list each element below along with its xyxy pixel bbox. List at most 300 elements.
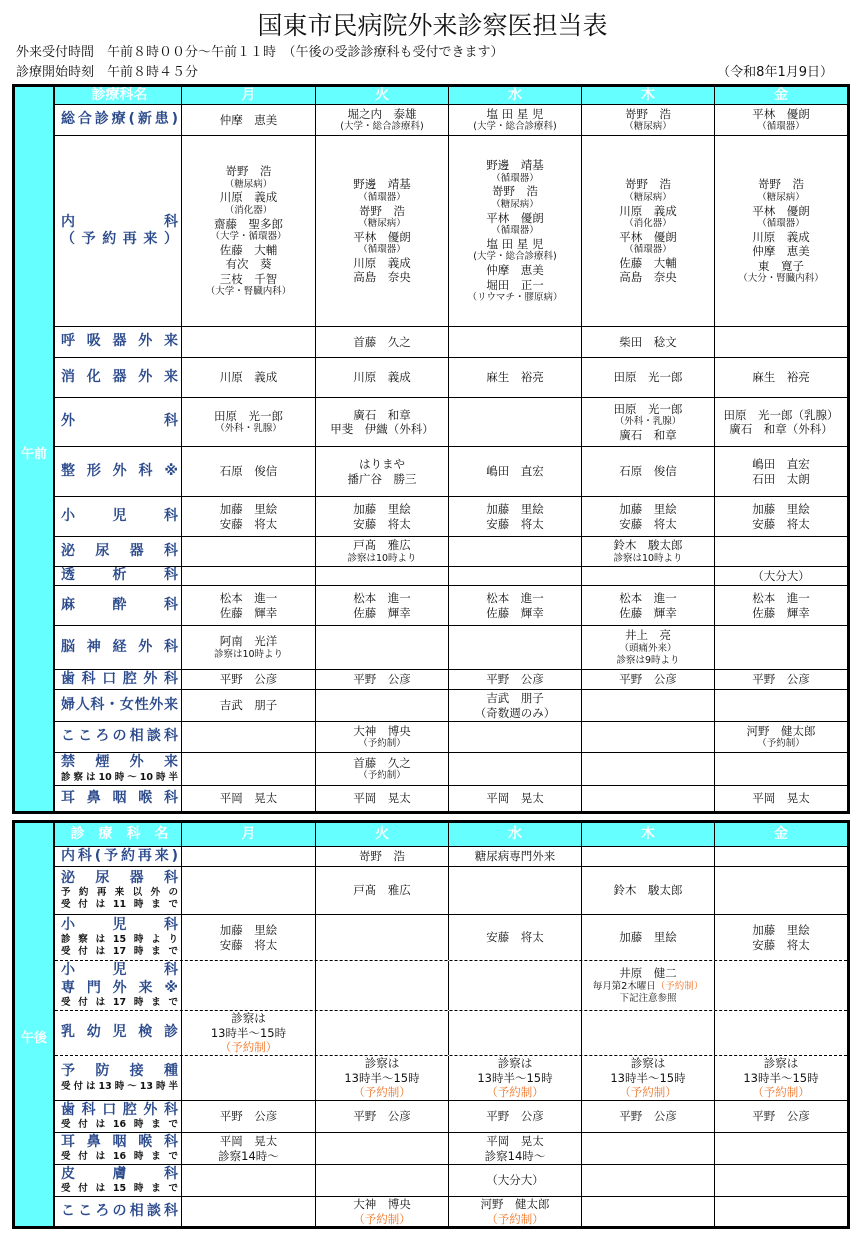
afternoon-label: 午後 <box>20 1031 47 1046</box>
table-row <box>55 785 847 811</box>
doctor-cell <box>181 327 315 357</box>
header-day: 水 <box>448 87 581 104</box>
doctor-cell <box>448 1101 581 1132</box>
doctor-name: 13時半～15時 <box>610 1070 686 1085</box>
doctor-cell <box>315 136 448 326</box>
dept-name: 乳幼児検診 <box>61 1024 178 1041</box>
doctor-name: 安藤 将太 <box>219 937 278 952</box>
dept-name: 泌 尿 器 科 <box>61 869 178 886</box>
dept-name-cell <box>55 690 181 721</box>
reservation-note: （予約制） <box>353 1211 411 1226</box>
dept-name-cell <box>55 327 181 357</box>
doctor-cell <box>448 915 581 960</box>
doctor-cell <box>448 358 581 397</box>
doctor-name: 仲摩 恵美 <box>486 263 544 278</box>
dept-name-cell <box>55 670 181 689</box>
table-row <box>55 1164 847 1196</box>
doctor-cell <box>448 1197 581 1226</box>
doctor-name: 播广谷 勝三 <box>347 471 417 486</box>
doctor-cell <box>315 1011 448 1055</box>
doctor-name: 佐藤 大輔 <box>619 256 677 270</box>
table-row <box>55 135 847 326</box>
doctor-note: （予約制） <box>757 738 805 750</box>
header-dept: 診療科名 <box>91 87 148 103</box>
dept-name: 予 防 接 種 <box>61 1063 178 1080</box>
doctor-name: 廣石 和章（外科） <box>729 422 833 436</box>
doctor-name: 平岡 晃太 <box>486 791 544 806</box>
dept-name-cell <box>55 398 181 446</box>
doctor-cell <box>581 537 714 566</box>
doctor-cell <box>581 327 714 357</box>
doctor-cell <box>448 626 581 669</box>
reservation-note: （予約制） <box>219 1040 278 1055</box>
doctor-name: 川原 義成 <box>219 190 278 205</box>
doctor-cell <box>448 847 581 866</box>
dept-name-cell <box>55 1133 181 1164</box>
page-title: 国東市民病院外来診察医担当表 <box>257 11 608 40</box>
doctor-cell <box>315 722 448 752</box>
table-row <box>55 496 847 536</box>
doctor-cell <box>315 447 448 496</box>
doctor-name: 13時半～15時 <box>210 1025 287 1040</box>
doctor-cell <box>581 626 714 669</box>
doctor-name: 首藤 久之 <box>353 755 411 770</box>
doctor-name: 平林 優朗 <box>752 106 810 121</box>
doctor-cell <box>315 358 448 397</box>
doctor-note: （糖尿病） <box>624 191 672 203</box>
doctor-cell <box>448 105 581 135</box>
dept-name: 麻 酔 科 <box>61 596 178 613</box>
doctor-cell <box>714 867 847 914</box>
doctor-note: 下記注意参照 <box>619 992 677 1004</box>
doctor-cell <box>448 786 581 811</box>
header-dept: 診 療 科 名 <box>70 825 169 842</box>
doctor-cell <box>181 105 315 135</box>
doctor-cell <box>714 447 847 496</box>
table-row <box>55 669 847 689</box>
doctor-note: （循環器） <box>757 121 805 133</box>
doctor-name: 平野 公彦 <box>752 1109 810 1124</box>
afternoon-schedule-table <box>12 820 850 1229</box>
doctor-cell <box>315 753 448 785</box>
doctor-cell <box>448 690 581 721</box>
doctor-cell <box>581 1165 714 1196</box>
doctor-cell <box>714 1165 847 1196</box>
doctor-name: 平野 公彦 <box>619 672 677 687</box>
doctor-name: 松本 進一 <box>219 591 278 606</box>
morning-label: 午前 <box>20 447 47 462</box>
doctor-cell <box>315 1133 448 1164</box>
doctor-name: 13時半～15時 <box>743 1070 819 1085</box>
doctor-cell <box>448 447 581 496</box>
table-row <box>55 585 847 625</box>
doctor-cell <box>714 497 847 536</box>
doctor-name: 平野 公彦 <box>619 1109 677 1124</box>
table-row <box>55 1132 847 1164</box>
header-day: 金 <box>714 823 847 846</box>
doctor-note: 診察は10時より <box>213 648 284 660</box>
doctor-name: 大神 博央 <box>353 723 411 738</box>
table-row <box>55 104 847 135</box>
doctor-note: (大学・総合診療科) <box>473 121 557 133</box>
doctor-note: 診察は10時より <box>347 552 417 564</box>
dept-name: こころの相談科 <box>61 728 178 745</box>
dept-note: 受付は11時まで <box>61 899 178 911</box>
doctor-cell <box>581 753 714 785</box>
doctor-name: 診察は <box>364 1056 400 1071</box>
dept-name: 小 児 科 <box>61 916 178 933</box>
dept-name: 小 児 科 <box>61 507 178 524</box>
doctor-cell <box>181 1133 315 1164</box>
doctor-cell <box>315 327 448 357</box>
doctor-name: 加藤 里絵 <box>353 502 411 517</box>
doctor-name: 診察は <box>231 1011 266 1026</box>
doctor-name: 吉武 朋子 <box>219 698 278 713</box>
doctor-name: 井上 亮 <box>625 628 671 643</box>
doctor-cell <box>181 1011 315 1055</box>
doctor-name: （奇数週のみ） <box>474 705 556 720</box>
start-time: 診療開始時刻 午前８時４５分 <box>16 65 199 80</box>
doctor-cell <box>315 670 448 689</box>
doctor-note: （糖尿病） <box>624 121 672 133</box>
dept-name: 消化器外来 <box>61 368 178 385</box>
doctor-name: 石原 俊信 <box>219 464 278 479</box>
dept-note: 受付は15時まで <box>61 1183 178 1195</box>
doctor-name: 柴田 稔文 <box>619 334 677 349</box>
doctor-name: 嵜野 浩 <box>625 106 671 121</box>
doctor-cell <box>315 105 448 135</box>
doctor-name: 嵜野 浩 <box>225 164 272 179</box>
morning-grid <box>55 87 847 811</box>
doctor-name: 平野 公彦 <box>353 1109 411 1124</box>
doctor-cell <box>581 447 714 496</box>
dept-name-cell <box>55 847 181 866</box>
doctor-cell <box>448 1056 581 1100</box>
dept-note: 診察は10時～10時半 <box>61 771 178 783</box>
doctor-cell <box>181 1056 315 1100</box>
table-row <box>55 566 847 585</box>
doctor-cell <box>181 670 315 689</box>
doctor-cell <box>315 847 448 866</box>
doctor-cell <box>181 447 315 496</box>
doctor-cell <box>714 786 847 811</box>
table-row <box>55 397 847 446</box>
doctor-name: 平岡 晃太 <box>219 791 278 806</box>
doctor-name: 安藤 将太 <box>752 937 810 952</box>
table-row <box>55 914 847 960</box>
reservation-note: （予約制） <box>358 770 406 782</box>
doctor-name: 安藤 将太 <box>619 516 677 531</box>
doctor-cell <box>714 327 847 357</box>
doctor-cell <box>714 567 847 585</box>
doctor-cell <box>714 753 847 785</box>
doctor-name: 糖尿病専門外来 <box>474 849 556 864</box>
doctor-cell <box>714 961 847 1010</box>
dept-note: 受付は17時まで <box>61 997 178 1009</box>
doctor-name: 鈴木 駿太郎 <box>613 538 683 553</box>
doctor-name: 仲摩 恵美 <box>752 244 810 259</box>
doctor-name: 嶋田 直宏 <box>486 464 544 479</box>
doctor-cell <box>581 915 714 960</box>
dept-note: 受付は17時まで <box>61 946 178 958</box>
doctor-name: 鈴木 駿太郎 <box>613 883 683 898</box>
doctor-name: 診察は <box>497 1056 533 1071</box>
dept-name-cell <box>55 567 181 585</box>
doctor-cell <box>315 915 448 960</box>
dept-name-cell <box>55 961 181 1010</box>
doctor-note: （循環器） <box>491 225 539 237</box>
doctor-name: 有次 葵 <box>225 257 272 272</box>
doctor-cell <box>315 961 448 1010</box>
doctor-name: 佐藤 輝幸 <box>219 605 278 620</box>
doctor-name: 松本 進一 <box>619 591 677 606</box>
dept-note: 受付は16時まで <box>61 1151 178 1163</box>
doctor-name: 平野 公彦 <box>353 672 411 687</box>
doctor-name: 阿南 光洋 <box>219 634 278 649</box>
doctor-cell <box>448 398 581 446</box>
doctor-name: 田原 光一郎 <box>613 401 683 416</box>
afternoon-band <box>15 823 55 1226</box>
doctor-note: （循環器） <box>358 191 406 203</box>
doctor-cell <box>714 1056 847 1100</box>
doctor-name: 田原 光一郎（乳腺） <box>723 407 839 422</box>
doctor-cell <box>714 1133 847 1164</box>
doctor-cell <box>581 1197 714 1226</box>
doctor-cell <box>714 136 847 326</box>
doctor-cell <box>315 867 448 914</box>
doctor-name: 塩 田 星 児 <box>486 236 544 251</box>
dept-note: 診察は15時より <box>61 934 178 946</box>
dept-name-cell <box>55 1165 181 1196</box>
doctor-cell <box>315 626 448 669</box>
doctor-cell <box>581 961 714 1010</box>
header-day: 水 <box>448 823 581 846</box>
doctor-name: 平野 公彦 <box>486 672 544 687</box>
doctor-cell <box>315 497 448 536</box>
table-row <box>55 1055 847 1100</box>
doctor-cell <box>714 1101 847 1132</box>
dept-name-cell <box>55 105 181 135</box>
doctor-name: 石原 俊信 <box>619 464 677 479</box>
doctor-cell <box>714 537 847 566</box>
doctor-name: 13時半～15時 <box>344 1070 420 1085</box>
doctor-name: 平岡 晃太 <box>486 1134 544 1149</box>
doctor-name: 田原 光一郎 <box>214 408 283 423</box>
doctor-name: 平林 優朗 <box>752 203 810 218</box>
doctor-note: （循環器） <box>491 172 539 184</box>
doctor-cell <box>448 753 581 785</box>
doctor-cell <box>315 786 448 811</box>
morning-schedule-table <box>12 84 850 814</box>
morning-band <box>15 87 55 811</box>
dept-name-cell <box>55 497 181 536</box>
doctor-name: 高島 奈央 <box>353 270 411 285</box>
reservation-note: （予約制） <box>486 1211 544 1226</box>
doctor-name: 東 寛子 <box>758 258 804 273</box>
header-day: 月 <box>181 823 315 846</box>
table-row <box>55 446 847 496</box>
doctor-name: 平岡 晃太 <box>752 791 810 806</box>
doctor-name: 堀之内 泰雄 <box>347 106 417 121</box>
doctor-name: 甲斐 伊織（外科） <box>330 422 434 436</box>
doctor-cell <box>714 398 847 446</box>
doctor-name: 塩 田 星 児 <box>486 106 544 121</box>
doctor-note: （循環器） <box>358 244 406 256</box>
doctor-cell <box>181 961 315 1010</box>
doctor-name: 河野 健太郎 <box>746 723 816 738</box>
header-day: 金 <box>714 87 847 104</box>
doctor-note: （外科・乳腺） <box>215 423 282 435</box>
dept-note: （予約再来） <box>61 231 178 247</box>
doctor-note: （頭痛外来） <box>619 642 677 654</box>
doctor-cell <box>448 961 581 1010</box>
dept-name-cell <box>55 1101 181 1132</box>
doctor-name: 嶋田 直宏 <box>752 457 810 472</box>
doctor-cell <box>181 847 315 866</box>
schedule-date: （令和8年1月9日） <box>717 65 833 80</box>
doctor-cell <box>448 586 581 625</box>
doctor-note: 診察は10時より <box>613 552 683 564</box>
doctor-cell <box>181 567 315 585</box>
doctor-note: （消化器） <box>624 217 672 229</box>
table-row <box>55 752 847 785</box>
header-row <box>55 87 847 104</box>
doctor-cell <box>581 1101 714 1132</box>
doctor-name: 加藤 里絵 <box>219 923 278 938</box>
dept-name-cell <box>55 786 181 811</box>
doctor-name: （大分大） <box>752 568 810 583</box>
doctor-cell <box>581 1056 714 1100</box>
doctor-name: 松本 進一 <box>752 591 810 606</box>
dept-name-line2: 専門外来※ <box>61 979 178 996</box>
header-row <box>55 823 847 846</box>
table-row <box>55 1010 847 1055</box>
doctor-cell <box>714 670 847 689</box>
doctor-cell <box>181 1165 315 1196</box>
doctor-cell <box>714 105 847 135</box>
doctor-cell <box>315 1056 448 1100</box>
doctor-cell <box>448 1133 581 1164</box>
doctor-note: （糖尿病） <box>757 191 805 203</box>
doctor-name: 佐藤 輝幸 <box>486 605 544 620</box>
doctor-name: 川原 義成 <box>752 229 810 244</box>
doctor-cell <box>581 1133 714 1164</box>
header-day: 木 <box>581 823 714 846</box>
doctor-name: 戸髙 雅広 <box>353 883 411 898</box>
doctor-name: 嵜野 浩 <box>492 184 538 199</box>
doctor-name: 平野 公彦 <box>752 672 810 687</box>
doctor-cell <box>448 670 581 689</box>
doctor-cell <box>315 1197 448 1226</box>
doctor-name: 平野 公彦 <box>486 1109 544 1124</box>
header-day: 火 <box>315 87 448 104</box>
doctor-name: 佐藤 輝幸 <box>619 605 677 620</box>
doctor-cell <box>581 670 714 689</box>
doctor-name: 診察は <box>763 1056 799 1071</box>
doctor-note: （予約制） <box>358 738 406 750</box>
doctor-name: はりまや <box>359 457 405 472</box>
dept-name-cell <box>55 537 181 566</box>
doctor-cell <box>714 690 847 721</box>
table-row <box>55 357 847 397</box>
dept-note: 受付は13時～13時半 <box>61 1080 178 1092</box>
doctor-name: 診察14時～ <box>218 1148 279 1163</box>
doctor-name: 川原 義成 <box>619 203 677 218</box>
doctor-cell <box>448 567 581 585</box>
doctor-cell <box>181 915 315 960</box>
doctor-cell <box>581 722 714 752</box>
header-day: 木 <box>581 87 714 104</box>
doctor-cell <box>448 1011 581 1055</box>
doctor-name: 嵜野 浩 <box>758 177 804 192</box>
doctor-cell <box>181 626 315 669</box>
doctor-name: 嵜野 浩 <box>359 203 405 218</box>
doctor-cell <box>181 497 315 536</box>
table-row <box>55 1100 847 1132</box>
dept-name: 内 科 <box>61 213 178 230</box>
doctor-note: （糖尿病） <box>491 198 539 210</box>
doctor-name: 堀田 正一 <box>486 277 544 292</box>
doctor-name: （大分大） <box>486 1173 544 1188</box>
doctor-note: （リウマチ・膠原病） <box>467 291 563 303</box>
doctor-cell <box>315 567 448 585</box>
doctor-name: 戸髙 雅広 <box>353 538 411 553</box>
doctor-name: 野邊 靖基 <box>486 158 544 173</box>
doctor-name: 平林 優朗 <box>486 210 544 225</box>
doctor-cell <box>581 586 714 625</box>
doctor-name: 診察は <box>630 1056 666 1071</box>
doctor-cell <box>315 1165 448 1196</box>
doctor-cell <box>581 690 714 721</box>
dept-name-cell <box>55 753 181 785</box>
doctor-cell <box>714 358 847 397</box>
doctor-cell <box>181 786 315 811</box>
doctor-cell <box>448 867 581 914</box>
doctor-name: 嵜野 浩 <box>359 849 405 864</box>
dept-name: 呼吸器外来 <box>61 333 178 350</box>
doctor-name: 廣石 和章 <box>619 427 677 442</box>
dept-name: 禁 煙 外 来 <box>61 754 178 771</box>
header-day: 月 <box>181 87 315 104</box>
doctor-name: 平林 優朗 <box>353 229 411 244</box>
header-day: 火 <box>315 823 448 846</box>
dept-name-cell <box>55 447 181 496</box>
doctor-cell <box>581 136 714 326</box>
doctor-cell <box>181 1101 315 1132</box>
doctor-cell <box>581 867 714 914</box>
doctor-cell <box>714 626 847 669</box>
doctor-cell <box>714 722 847 752</box>
doctor-cell <box>181 358 315 397</box>
dept-name: 脳神経外科 <box>61 638 178 655</box>
doctor-name: 吉武 朋子 <box>486 691 544 706</box>
doctor-cell <box>448 327 581 357</box>
table-row <box>55 536 847 566</box>
doctor-name: 加藤 里絵 <box>619 502 677 517</box>
doctor-name: 平野 公彦 <box>219 1109 278 1124</box>
doctor-name: 川原 義成 <box>353 370 411 385</box>
table-row <box>55 960 847 1010</box>
dept-name-cell <box>55 722 181 752</box>
table-row <box>55 625 847 669</box>
doctor-name: 松本 進一 <box>486 591 544 606</box>
doctor-cell <box>714 1197 847 1226</box>
doctor-name: 加藤 里絵 <box>486 502 544 517</box>
doctor-cell <box>714 586 847 625</box>
table-row <box>55 326 847 357</box>
doctor-name: 診察14時～ <box>484 1148 546 1163</box>
doctor-cell <box>181 690 315 721</box>
